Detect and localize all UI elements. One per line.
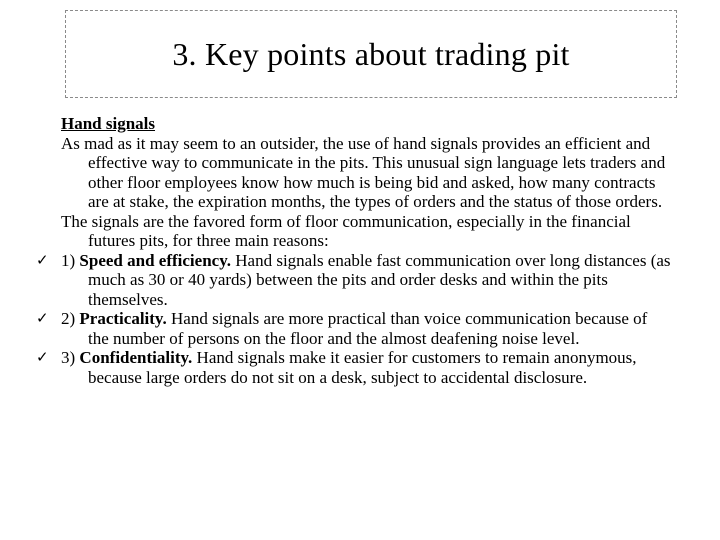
reason-text: Hand signals are more practical than voice communication because of the number of persons on the floor and the almost deafening noise level.	[88, 309, 648, 348]
reason-title: Speed and efficiency.	[79, 250, 232, 270]
reason-item-3: ✓ 3) Confidentiality. Hand signals make it easier for customers to remain anonymous, because large orders do not sit on a desk, subject to accidental disclosure.	[36, 348, 637, 387]
reason-number: 2)	[61, 309, 76, 328]
reason-item-2: ✓ 2) Practicality. Hand signals are more practical than voice communication because of the number of persons on the floor and the almost deafening noise level.	[36, 309, 648, 348]
paragraph-1: As mad as it may seem to an outsider, the use of hand signals provides an efficient and effective way to communicate in the pits. This unusual sign language lets traders and other floor employees know how much is being bid and asked, how many contracts are at stake, the expiration months, the types of orders and the status of those orders.	[61, 133, 666, 211]
reason-text: Hand signals make it easier for customers to remain anonymous, because large orders do not sit on a desk, subject to accidental disclosure.	[88, 348, 637, 387]
reason-item-1: ✓ 1) Speed and efficiency. Hand signals enable fast communication over long distances (as much as 30 or 40 yards) between the pits and order desks and within the pits themselves.	[36, 250, 671, 309]
reason-number: 3)	[61, 348, 76, 367]
slide-content	[36, 114, 671, 387]
reason-number: 1)	[61, 250, 76, 270]
reason-text: Hand signals enable fast communication over long distances (as much as 30 or 40 yards) between the pits and order desks and within the pits themselves.	[88, 250, 671, 309]
section-heading: Hand signals	[61, 114, 156, 133]
paragraph-2: The signals are the favored form of floor communication, especially in the financial futures pits, for three main reasons:	[61, 211, 631, 250]
slide-title: 3. Key points about trading pit	[172, 35, 570, 72]
title-box	[65, 10, 677, 98]
reason-title: Practicality.	[79, 309, 167, 328]
reason-title: Confidentiality.	[79, 348, 193, 367]
